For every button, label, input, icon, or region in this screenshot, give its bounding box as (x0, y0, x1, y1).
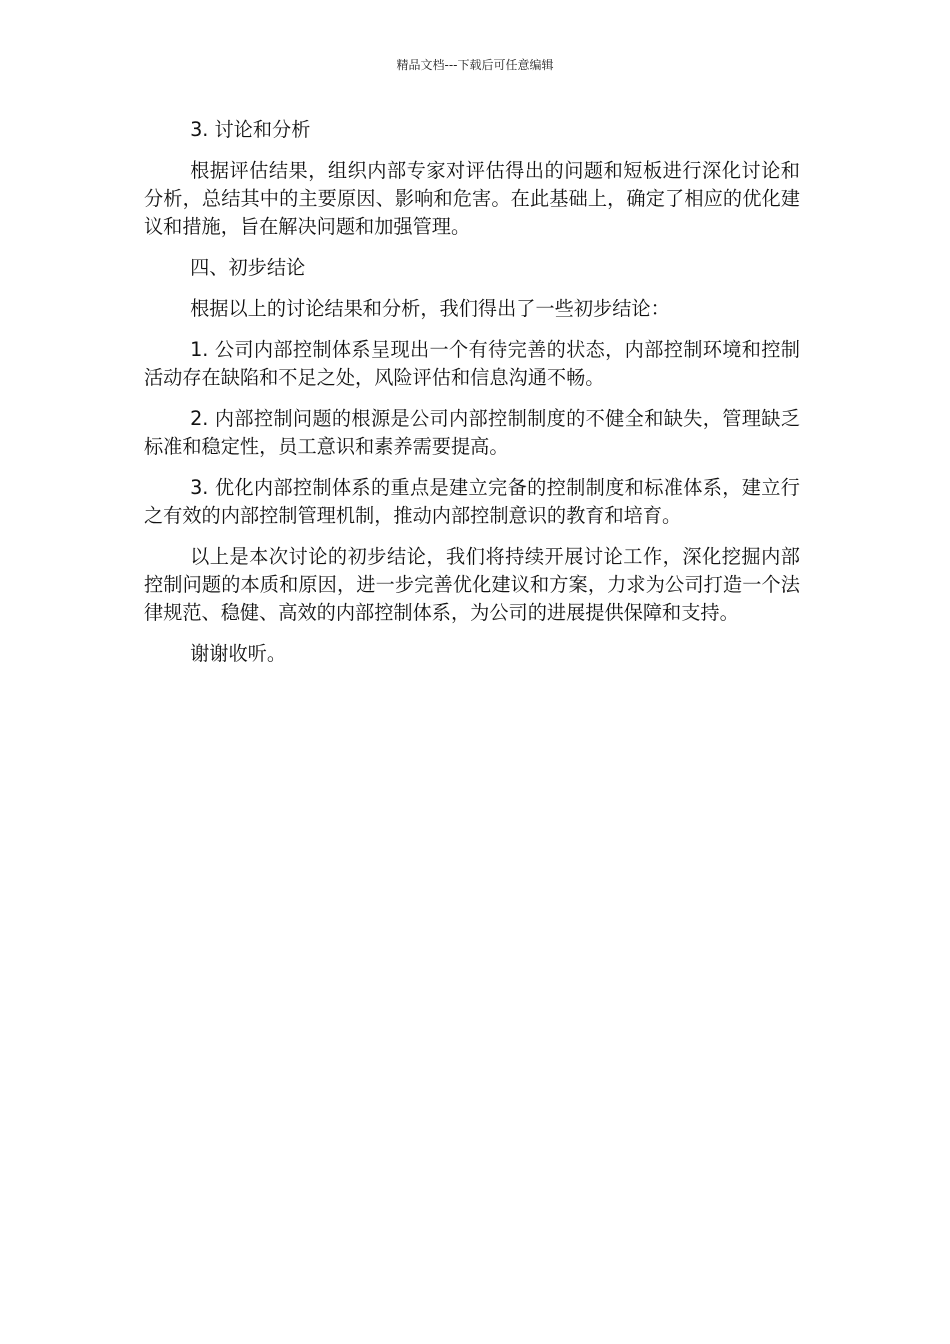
document-body (144, 116, 800, 681)
closing-line: 谢谢收听。 (190, 642, 287, 665)
conclusion-item-2: 2. 内部控制问题的根源是公司内部控制制度的不健全和缺失，管理缺乏标准和稳定性，员工意识和素养需要提高。 (144, 407, 800, 458)
section-heading-discussion: 3. 讨论和分析 (190, 118, 311, 141)
conclusion-item-1: 1. 公司内部控制体系呈现出一个有待完善的状态，内部控制环境和控制活动存在缺陷和不足之处，风险评估和信息沟通不畅。 (144, 338, 800, 389)
body-paragraph: 根据以上的讨论结果和分析，我们得出了一些初步结论： (190, 297, 670, 320)
section-heading-conclusion: 四、初步结论 (190, 256, 306, 279)
body-paragraph: 以上是本次讨论的初步结论，我们将持续开展讨论工作，深化挖掘内部控制问题的本质和原因，进一步完善优化建议和方案，力求为公司打造一个法律规范、稳健、高效的内部控制体系，为公司的进展提供保障和支持。 (144, 545, 800, 624)
page-header: 精品文档---下载后可任意编辑 (396, 58, 554, 72)
body-paragraph: 根据评估结果，组织内部专家对评估得出的问题和短板进行深化讨论和分析，总结其中的主要原因、影响和危害。在此基础上，确定了相应的优化建议和措施，旨在解决问题和加强管理。 (144, 159, 800, 238)
conclusion-item-3: 3. 优化内部控制体系的重点是建立完备的控制制度和标准体系，建立行之有效的内部控制管理机制，推动内部控制意识的教育和培育。 (144, 476, 800, 527)
